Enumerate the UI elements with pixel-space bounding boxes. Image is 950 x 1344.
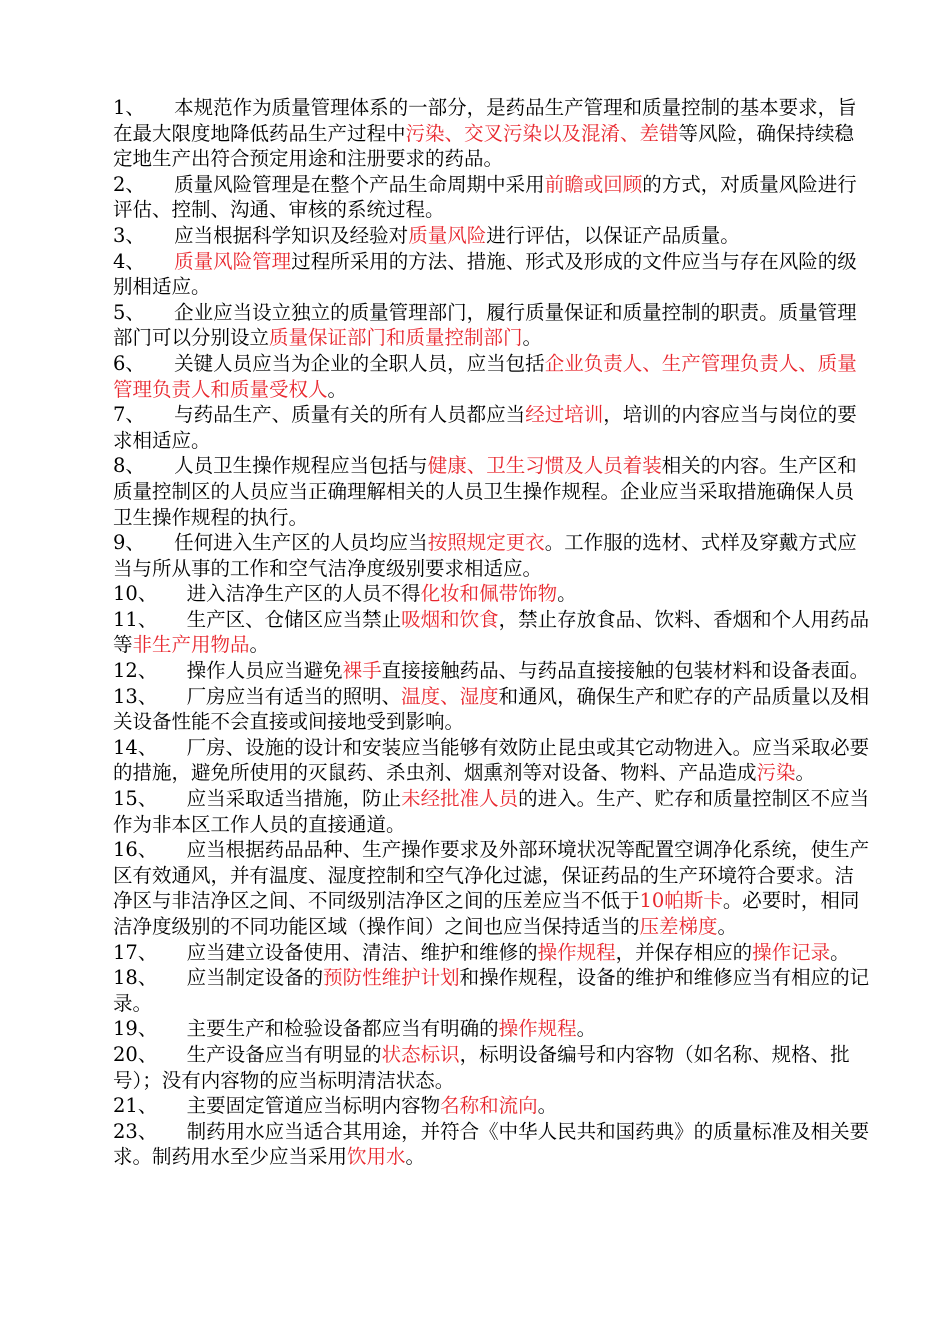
item-number: 6、: [113, 351, 145, 375]
highlighted-term: 温度、湿度: [401, 684, 499, 708]
highlighted-term: 压差梯度: [639, 915, 718, 938]
list-item: [113, 1119, 873, 1170]
item-number: 4、: [113, 249, 145, 273]
item-number: 9、: [113, 531, 145, 555]
list-item: [113, 300, 873, 351]
highlighted-term: 10帕斯卡: [639, 889, 723, 913]
item-text: 。工作服的选材、式样及穿戴方式应当与所从事的工作和空气洁净度级别要求相适应。: [113, 531, 857, 580]
item-text: 应当根据药品品种、生产操作要求及外部环境状况等配置空调净化系统，使生产区有效通风，并有温度、湿度控制和空气净化过滤，保证药品的生产环境符合要求。洁净区与非洁净区之间、不同级别洁净区之间的压差应当不低于: [113, 838, 870, 913]
item-text: 应当采取适当措施，防止: [186, 787, 402, 811]
item-text: 应当制定设备的: [186, 966, 324, 990]
list-item: [113, 453, 873, 530]
item-number: 7、: [113, 403, 145, 427]
item-text: 厂房、设施的设计和安装应当能够有效防止昆虫或其它动物进入。应当采取必要的措施，避免所使用的灭鼠药、杀虫剂、烟熏剂等对设备、物料、产品造成: [113, 735, 870, 785]
highlighted-term: 质量保证部门和质量控制部门: [269, 326, 523, 350]
item-number: 14、: [113, 735, 158, 759]
item-text: 应当根据科学知识及经验对: [174, 223, 409, 247]
item-text: 生产设备应当有明显的: [186, 1042, 382, 1066]
item-text: 制药用水应当适合其用途，并符合《中华人民共和国药典》的质量标准及相关要求。制药用水至少应当采用: [113, 1119, 870, 1169]
highlighted-term: 健康、卫生习惯及人员着装: [427, 454, 662, 478]
item-number: 19、: [113, 1017, 158, 1041]
item-text: ，禁止存放食品、饮料、香烟和个人用药品等: [113, 607, 870, 657]
item-text: 直接接触药品、与药品直接接触的包装材料和设备表面。: [381, 659, 870, 683]
highlighted-term: 非生产用物品: [132, 633, 250, 657]
item-text: 。: [522, 326, 543, 350]
highlighted-term: 质量风险管理: [174, 249, 292, 273]
item-number: 12、: [113, 659, 158, 683]
highlighted-term: 污染: [756, 761, 796, 785]
item-number: 23、: [113, 1119, 158, 1143]
list-item: [113, 1093, 873, 1119]
document-body: [113, 95, 873, 1170]
list-item: [113, 223, 873, 249]
item-number: 10、: [113, 582, 158, 606]
list-item: [113, 172, 873, 223]
item-number: 5、: [113, 300, 145, 324]
list-item: [113, 581, 873, 607]
item-text: 的方式，对质量风险进行评估、控制、沟通、审核的系统过程。: [113, 172, 857, 222]
item-text: 操作人员应当避免: [186, 659, 343, 683]
list-item: [113, 402, 873, 453]
item-text: 。: [537, 1094, 558, 1118]
highlighted-term: 化妆和佩带饰物: [420, 582, 558, 606]
list-item: [113, 249, 873, 300]
item-text: 过程所采用的方法、措施、形式及形成的文件应当与存在风险的级别相适应。: [113, 249, 857, 299]
highlighted-term: 经过培训: [525, 403, 604, 427]
item-text: 主要生产和检验设备都应当有明确的: [186, 1017, 499, 1041]
item-number: 16、: [113, 838, 158, 862]
item-text: 。: [795, 761, 816, 785]
list-item: [113, 658, 873, 684]
highlighted-term: 裸手: [342, 659, 382, 683]
item-text: 。: [717, 915, 738, 938]
item-text: 进行评估，以保证产品质量。: [486, 223, 740, 247]
item-number: 8、: [113, 454, 145, 478]
item-number: 1、: [113, 96, 145, 119]
list-item: [113, 786, 873, 837]
item-text: 任何进入生产区的人员均应当: [174, 531, 428, 555]
item-text: 生产区、仓储区应当禁止: [186, 607, 402, 631]
item-text: ，并保存相应的: [615, 940, 753, 964]
list-item: [113, 965, 873, 1016]
item-number: 21、: [113, 1094, 158, 1118]
item-number: 15、: [113, 787, 158, 811]
list-item: [113, 684, 873, 735]
item-text: 。: [405, 1145, 426, 1169]
item-text: 。: [249, 633, 270, 657]
item-text: 。必要时，相同洁净度级别的不同功能区域（操作间）之间也应当保持适当的: [113, 889, 860, 938]
item-text: 本规范作为质量管理体系的一部分，是药品生产管理和质量控制的基本要求，旨在最大限度地降低药品生产过程中: [113, 96, 857, 145]
highlighted-term: 吸烟和饮食: [401, 607, 499, 631]
item-text: 进入洁净生产区的人员不得: [186, 582, 421, 606]
item-number: 13、: [113, 684, 158, 708]
list-item: [113, 95, 873, 172]
item-text: 与药品生产、质量有关的所有人员都应当: [174, 403, 526, 427]
item-number: 17、: [113, 940, 158, 964]
highlighted-term: 按照规定更衣: [427, 531, 545, 555]
item-number: 20、: [113, 1042, 158, 1066]
highlighted-term: 饮用水: [347, 1145, 406, 1169]
highlighted-term: 污染、交叉污染以及混淆、差错: [405, 121, 679, 145]
highlighted-term: 名称和流向: [440, 1094, 538, 1118]
highlighted-term: 企业负责人、生产管理负责人、质量管理负责人和质量受权人: [113, 351, 857, 401]
highlighted-term: 状态标识: [381, 1042, 460, 1066]
item-text: 的进入。生产、贮存和质量控制区不应当作为非本区工作人员的直接通道。: [113, 787, 870, 836]
list-item: [113, 735, 873, 786]
item-number: 18、: [113, 966, 158, 990]
highlighted-term: 操作规程: [498, 1017, 577, 1041]
item-text: 等风险，确保持续稳定地生产出符合预定用途和注册要求的药品。: [113, 121, 855, 171]
highlighted-term: 未经批准人员: [401, 787, 519, 811]
list-item: [113, 1016, 873, 1042]
item-text: 。: [327, 377, 348, 401]
list-item: [113, 607, 873, 658]
highlighted-term: 前瞻或回顾: [544, 172, 643, 196]
highlighted-term: 预防性维护计划: [323, 966, 460, 990]
list-item: [113, 351, 873, 402]
item-text: 相关的内容。生产区和质量控制区的人员应当正确理解相关的人员卫生操作规程。企业应当采取措施确保人员卫生操作规程的执行。: [113, 454, 857, 529]
item-number: 11、: [113, 607, 158, 631]
list-item: [113, 530, 873, 581]
list-item: [113, 1042, 873, 1093]
item-text: 人员卫生操作规程应当包括与: [174, 454, 428, 478]
item-text: 。: [557, 582, 577, 606]
item-text: 主要固定管道应当标明内容物: [186, 1094, 441, 1118]
item-text: 。: [576, 1017, 597, 1041]
item-text: 和操作规程，设备的维护和维修应当有相应的记录。: [113, 966, 870, 1015]
highlighted-term: 质量风险: [408, 223, 487, 247]
item-text: ，标明设备编号和内容物（如名称、规格、批号）；没有内容物的应当标明清洁状态。: [113, 1042, 850, 1092]
item-number: 2、: [113, 172, 145, 196]
item-text: 和通风，确保生产和贮存的产品质量以及相关设备性能不会直接或间接地受到影响。: [113, 684, 870, 734]
highlighted-term: 操作规程: [537, 940, 616, 964]
highlighted-term: 操作记录: [752, 940, 831, 964]
item-text: 。: [830, 940, 850, 964]
item-text: 企业应当设立独立的质量管理部门，履行质量保证和质量控制的职责。质量管理部门可以分别设立: [113, 300, 857, 350]
item-text: 应当建立设备使用、清洁、维护和维修的: [186, 940, 538, 964]
item-number: 3、: [113, 223, 145, 247]
list-item: [113, 940, 873, 966]
item-text: ，培训的内容应当与岗位的要求相适应。: [113, 403, 857, 452]
item-text: 质量风险管理是在整个产品生命周期中采用: [174, 172, 545, 196]
item-text: 关键人员应当为企业的全职人员，应当包括: [174, 351, 545, 375]
item-text: 厂房应当有适当的照明、: [186, 684, 402, 708]
list-item: [113, 837, 873, 939]
